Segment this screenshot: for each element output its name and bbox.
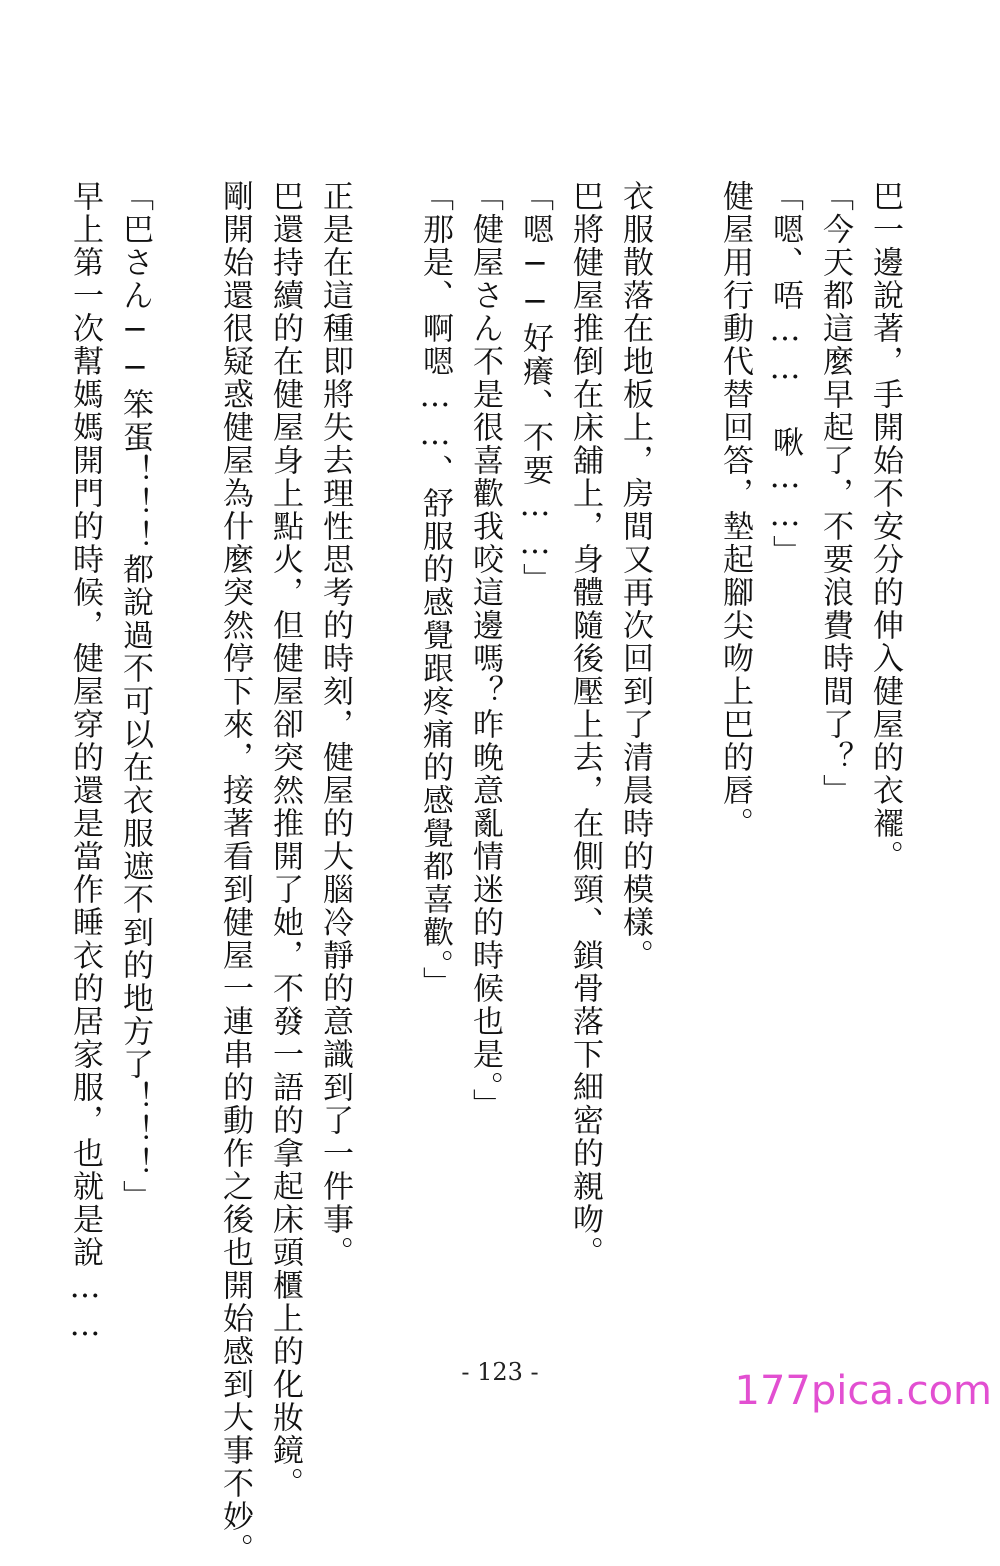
paragraph-gap	[660, 180, 710, 1310]
text-line-3: 「嗯、唔…… 啾……」	[767, 180, 803, 568]
site-watermark: 177pica.com	[734, 1368, 992, 1414]
text-line-7: 「嗯──好癢、不要……」	[517, 180, 553, 596]
text-line-12: 剛開始還很疑惑健屋為什麼突然停下來，接著看到健屋一連串的動作之後也開始感到大事不妙。	[217, 180, 253, 1566]
text-line-1: 巴一邊說著，手開始不安分的伸入健屋的衣襬。	[867, 180, 903, 873]
text-line-4: 健屋用行動代替回答，墊起腳尖吻上巴的唇。	[717, 180, 753, 840]
text-line-9: 「那是、啊嗯……、舒服的感覺跟疼痛的感覺都喜歡。」	[417, 180, 453, 1000]
paragraph-gap	[160, 180, 210, 1310]
text-line-10: 正是在這種即將失去理性思考的時刻，健屋的大腦冷靜的意識到了一件事。	[317, 180, 353, 1269]
text-line-11: 巴還持續的在健屋身上點火，但健屋卻突然推開了她，不發一語的拿起床頭櫃上的化妝鏡。	[267, 180, 303, 1500]
text-line-2: 「今天都這麼早起了，不要浪費時間了？」	[817, 180, 853, 807]
paragraph-gap	[360, 180, 410, 1310]
text-line-13: 「巴さん──笨蛋！！！都說過不可以在衣服遮不到的地方了！！！」	[117, 180, 153, 1213]
text-line-6: 巴將健屋推倒在床舖上，身體隨後壓上去，在側頸、鎖骨落下細密的親吻。	[567, 180, 603, 1269]
page-number: - 123 -	[461, 1358, 539, 1386]
text-line-8: 「健屋さん不是很喜歡我咬這邊嗎？昨晚意亂情迷的時候也是。」	[467, 180, 503, 1122]
text-line-14: 早上第一次幫媽媽開門的時候，健屋穿的還是當作睡衣的居家服，也就是說……	[67, 180, 103, 1345]
text-line-5: 衣服散落在地板上，房間又再次回到了清晨時的模樣。	[617, 180, 653, 972]
